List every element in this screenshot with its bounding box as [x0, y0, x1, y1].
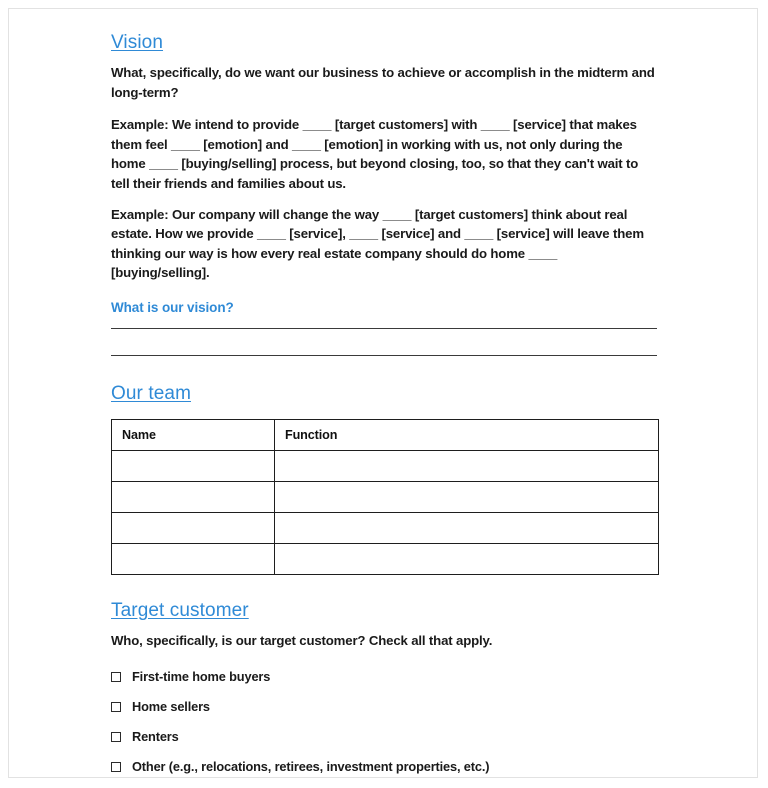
cell-name[interactable]: [112, 481, 275, 512]
cell-function[interactable]: [275, 450, 659, 481]
checkbox-label: Other (e.g., relocations, retirees, investment properties, etc.): [132, 759, 490, 775]
checkbox-icon[interactable]: [111, 672, 121, 682]
target-customer-question-bold: Check all that apply.: [368, 632, 493, 648]
cell-name[interactable]: [112, 543, 275, 574]
vision-example-1: [111, 115, 659, 193]
vision-question: What, specifically, do we want our business to achieve or accomplish in the midterm and long-term?: [111, 65, 655, 100]
spacer: [111, 317, 659, 328]
spacer: [111, 406, 659, 419]
vision-example-1-text: We intend to provide ____ [target customers] with ____ [service] that makes them feel ____ [emotion] and ____ [emotion] in working with us, not only during the home ____ [buying/selling] process, but beyond closing, too, so that they can't wait to tell their friends and families about us.: [111, 117, 639, 191]
spacer: [111, 575, 659, 599]
spacer: [111, 356, 659, 382]
team-table-body: [112, 450, 659, 574]
cell-function[interactable]: [275, 481, 659, 512]
vision-example-2-label: Example:: [111, 206, 169, 222]
target-customer-question: [111, 631, 659, 651]
spacer: [111, 55, 659, 63]
checkbox-label: Home sellers: [132, 699, 210, 715]
checkbox-label: First-time home buyers: [132, 669, 271, 685]
team-table: [111, 419, 659, 575]
checkbox-label: Renters: [132, 729, 179, 745]
checkbox-icon[interactable]: [111, 762, 121, 772]
cell-function[interactable]: [275, 512, 659, 543]
checkbox-icon[interactable]: [111, 702, 121, 712]
section-our-team: [111, 382, 659, 575]
vision-example-1-label: Example:: [111, 117, 169, 133]
vision-example-2: [111, 205, 659, 283]
table-row: [112, 512, 659, 543]
table-row: [112, 450, 659, 481]
target-customer-question-normal: Who, specifically, is our target customer?: [111, 632, 369, 648]
cell-name[interactable]: [112, 512, 275, 543]
target-customer-options: [111, 669, 659, 776]
spacer: [111, 102, 659, 115]
spacer: [111, 623, 659, 631]
section-heading-our-team: Our team: [111, 382, 191, 404]
checkbox-row-first-time-home-buyers[interactable]: [111, 669, 659, 686]
section-vision: [111, 31, 659, 356]
spacer: [111, 651, 659, 669]
column-header-function: Function: [275, 419, 659, 450]
section-target-customer: [111, 599, 659, 778]
checkbox-icon[interactable]: [111, 732, 121, 742]
cell-name[interactable]: [112, 450, 275, 481]
table-row: [112, 481, 659, 512]
table-header-row: [112, 419, 659, 450]
table-row: [112, 543, 659, 574]
spacer: [111, 329, 659, 355]
cell-function[interactable]: [275, 543, 659, 574]
team-table-head: [112, 419, 659, 450]
checkbox-row-other[interactable]: [111, 759, 659, 776]
spacer: [111, 194, 659, 205]
section-heading-vision: Vision: [111, 32, 164, 53]
spacer: [111, 283, 659, 299]
section-heading-target-customer: Target customer: [111, 599, 249, 621]
checkbox-row-renters[interactable]: [111, 729, 659, 746]
vision-example-2-text: Our company will change the way ____ [target customers] think about real estate. How we provide ____ [service], ____ [service] and ____ [service] will leave them thinking our way is how every real estate company should do home ____ [buying/selling].: [111, 206, 644, 281]
vision-prompt: What is our vision?: [111, 299, 234, 315]
document-content: [111, 31, 659, 778]
column-header-name: Name: [112, 419, 275, 450]
spacer: [111, 776, 659, 778]
checkbox-row-home-sellers[interactable]: [111, 699, 659, 716]
document-page: [8, 8, 758, 778]
